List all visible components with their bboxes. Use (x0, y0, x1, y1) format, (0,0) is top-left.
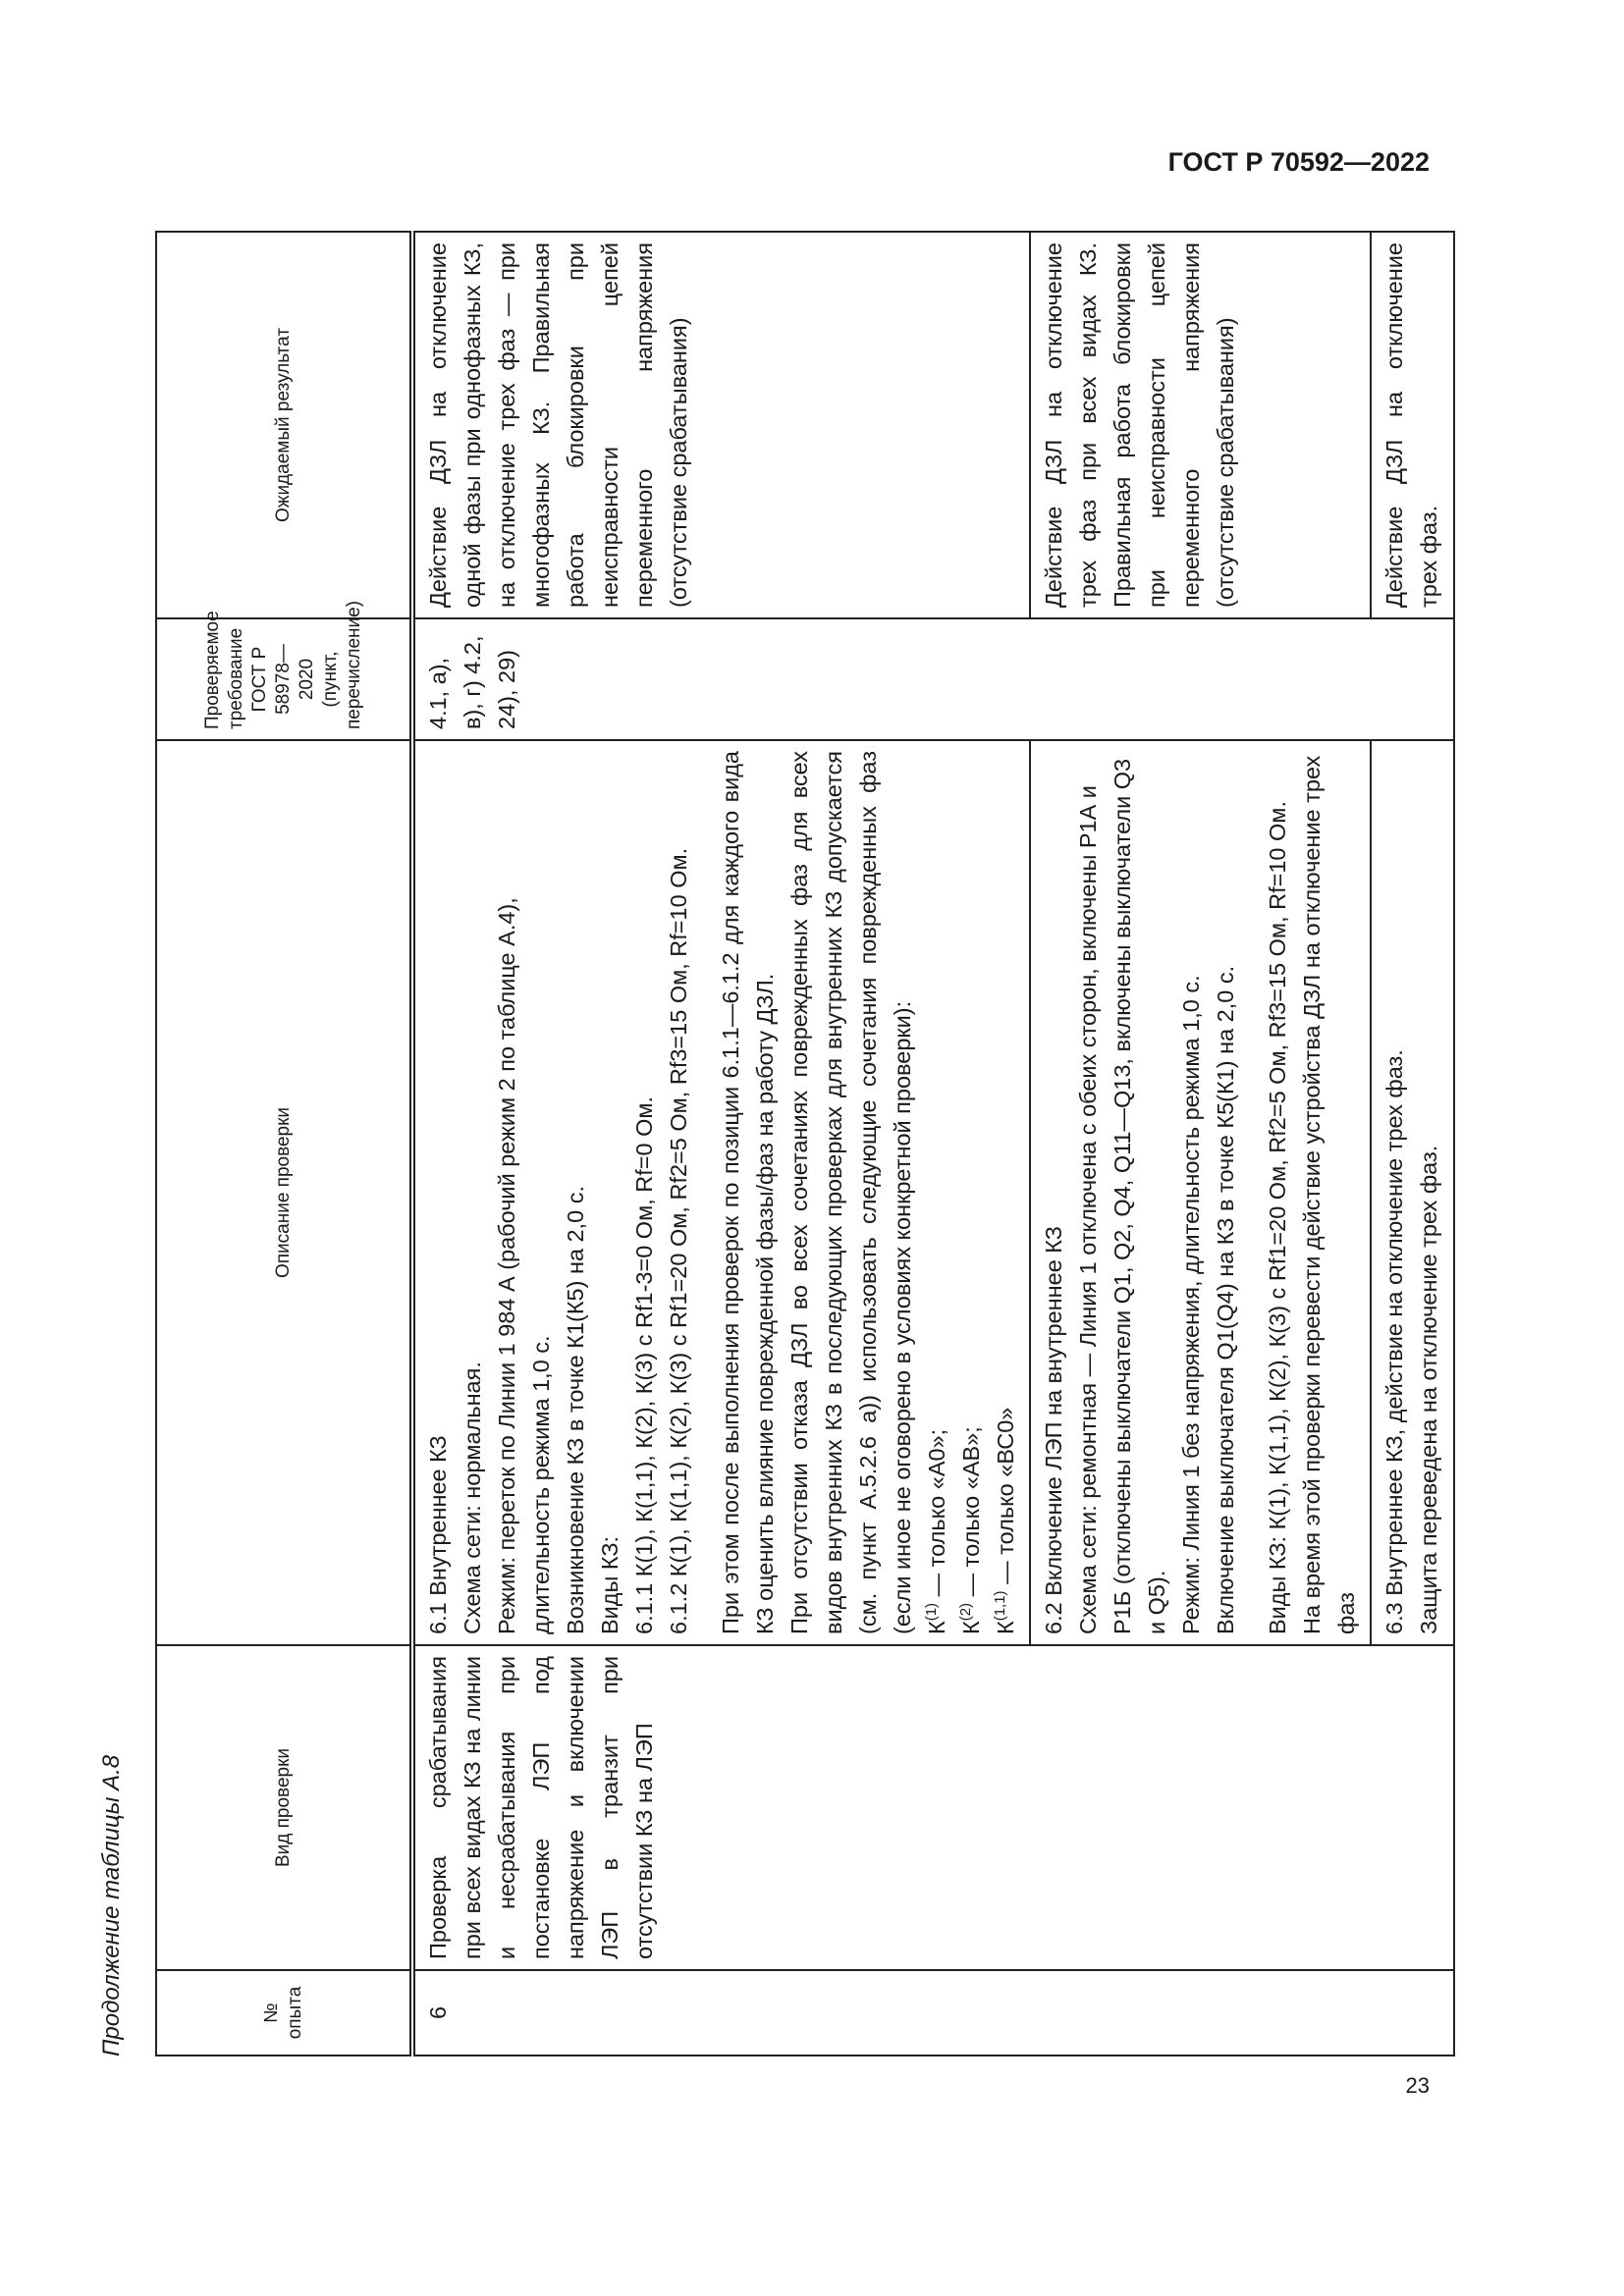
fault-k1-text: — только «А0»; (924, 1428, 949, 1603)
col-header-description: Описание проверки (156, 740, 412, 1645)
result-6-2: Действие ДЗЛ на отключение трех фаз при всех видах КЗ. Правильная работа блокировки при неисправности цепей переменного напряжения (отсутствие срабатывания) (1030, 232, 1371, 618)
rotated-table-container (98, 231, 1441, 2056)
table-row (412, 232, 1030, 2056)
fault-k2: $К^{(2)}$ — только «АВ»; (957, 1426, 984, 1634)
header-row (156, 232, 412, 2056)
requirement: 4.1, а), в), г) 4.2, 24), 29) (412, 618, 1454, 740)
desc-line: Режим: Линия 1 без напряжения, длительность режима 1,0 с. (1178, 975, 1204, 1634)
result-6-1: Действие ДЗЛ на отключение одной фазы при однофазных КЗ, на отключение трех фаз — при многофазных КЗ. Правильная работа блокировки при неисправности цепей переменного напряжения (отсутствие срабатывания) (412, 232, 1030, 618)
test-type: Проверка срабатывания при всех видах КЗ на линии и несрабатывания при постановке ЛЭП под напряжение и включении ЛЭП в транзит при отсутствии КЗ на ЛЭП (412, 1645, 1454, 1970)
desc-line: Виды КЗ: К(1), К(1,1), К(2), К(3) с Rf1=20 Ом, Rf2=5 Ом, Rf3=15 Ом, Rf=10 Ом. (1265, 801, 1290, 1634)
desc-line: Защита переведена на отключение трех фаз. (1416, 1145, 1441, 1634)
desc-line: Режим: переток по Линии 1 984 А (рабочий режим 2 по таблице А.4), длительность режима 1,0 с. (494, 897, 554, 1634)
desc-paragraph: При этом после выполнения проверок по позиции 6.1.1—6.1.2 для каждого вида КЗ оценить влияние поврежденной фазы/фаз на работу ДЗЛ. (718, 751, 778, 1634)
desc-line: 6.2 Включение ЛЭП на внутреннее КЗ (1041, 1226, 1066, 1634)
desc-line-6-1-2: 6.1.2 К(1), К(1,1), К(2), К(3) с Rf1=20 Ом, Rf2=5 Ом, Rf3=15 Ом, Rf=10 Ом. (666, 847, 691, 1634)
col-header-result: Ожидаемый результат (156, 232, 412, 618)
desc-paragraph: При отсутствии отказа ДЗЛ во всех сочетаниях поврежденных фаз для всех видов внутренних КЗ в последующих проверках для внутренних КЗ допускается (см. пункт А.5.2.6 а)) использовать следующие сочетания поврежденных фаз (если иное не оговорено в условиях конкретной проверки): (786, 751, 915, 1634)
desc-line: Возникновение КЗ в точке К1(К5) на 2,0 с. (563, 1185, 588, 1634)
fault-k1: $К^{(1)}$ — только «А0»; (923, 1428, 949, 1634)
col-header-num: № опыта (156, 1970, 412, 2056)
desc-line: Включение выключателя Q1(Q4) на КЗ в точке К5(К1) на 2,0 с. (1213, 965, 1238, 1634)
desc-line: 6.3 Внутреннее КЗ, действие на отключение трех фаз. (1381, 1049, 1407, 1634)
document-header: ГОСТ Р 70592—2022 (1167, 147, 1430, 177)
table-caption: Продолжение таблицы А.8 (98, 1754, 125, 2056)
test-table (155, 231, 1455, 2056)
desc-line-6-1-1: 6.1.1 К(1), К(1,1), К(2), К(3) с Rf1-3=0 Ом, Rf=0 Ом. (631, 1095, 657, 1634)
fault-k2-text: — только «АВ»; (958, 1426, 984, 1603)
fault-k11: К$^{(1,1)}$ — только «ВС0» (992, 1407, 1018, 1634)
test-number: 6 (412, 1970, 1454, 2056)
description-6-3 (1371, 740, 1454, 1645)
description-6-2 (1030, 740, 1371, 1645)
desc-line: 6.1 Внутреннее КЗ (425, 1435, 451, 1634)
desc-line: Виды КЗ: (597, 1535, 623, 1634)
desc-line: На время этой проверки перевести действие устройства ДЗЛ на отключение трех фаз (1299, 755, 1359, 1634)
desc-line: Схема сети: ремонтная — Линия 1 отключена с обеих сторон, включены Р1А и Р1Б (отключены выключатели Q1, Q2, Q4, Q11—Q13, включены выключатели Q3 и Q5). (1075, 758, 1169, 1634)
col-header-requirement: Проверяемое требование ГОСТ Р 58978—2020 (пункт, перечисление) (156, 618, 412, 740)
description-6-1 (412, 740, 1030, 1645)
col-header-type: Вид проверки (156, 1645, 412, 1970)
result-6-3: Действие ДЗЛ на отключение трех фаз. (1371, 232, 1454, 618)
page-number: 23 (1405, 2073, 1430, 2098)
fault-k11-text: — только «ВС0» (993, 1407, 1018, 1591)
desc-line: Схема сети: нормальная. (460, 1362, 485, 1634)
